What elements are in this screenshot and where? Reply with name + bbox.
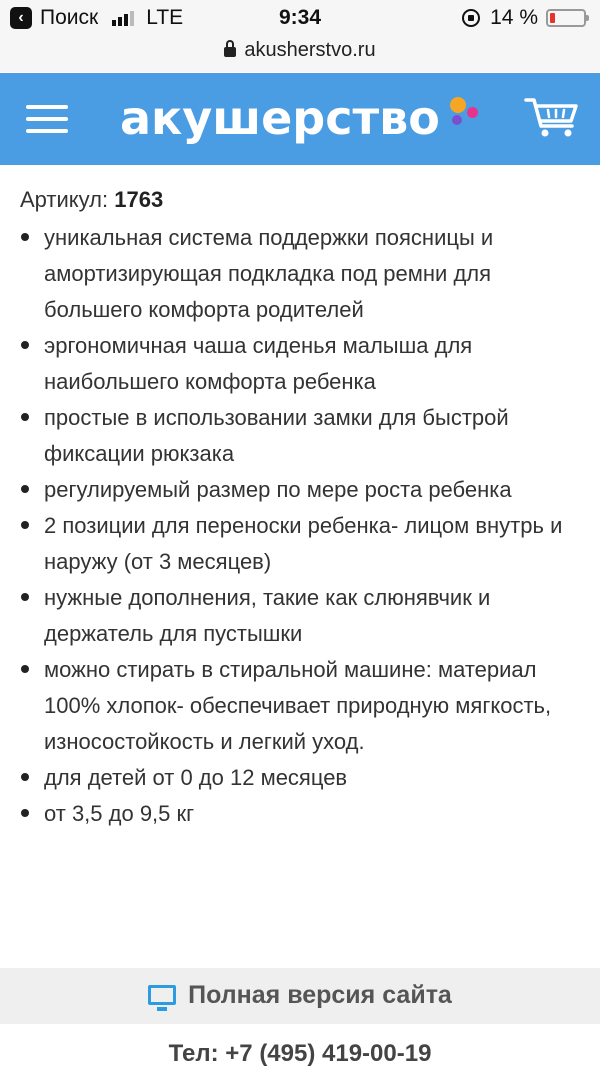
sku-value: 1763	[114, 187, 164, 212]
logo-dots-icon	[448, 95, 488, 135]
monitor-icon	[148, 985, 176, 1005]
network-type: LTE	[146, 6, 184, 29]
battery-percent: 14 %	[490, 6, 538, 29]
bullet-icon	[20, 220, 44, 256]
lock-icon	[224, 47, 236, 57]
bullet-icon	[20, 400, 44, 436]
hamburger-menu-icon[interactable]	[26, 103, 68, 135]
list-item: регулируемый размер по мере роста ребенка	[20, 472, 585, 508]
status-bar	[0, 0, 600, 36]
bullet-icon	[20, 508, 44, 544]
phone-number[interactable]: Тел: +7 (495) 419-00-19	[168, 1040, 432, 1067]
status-right	[462, 6, 586, 30]
sku-label: Артикул:	[20, 187, 109, 212]
list-item: нужные дополнения, такие как слюнявчик и держатель для пустышки	[20, 580, 585, 652]
bullet-icon	[20, 328, 44, 364]
bullet-icon	[20, 472, 44, 508]
list-item: от 3,5 до 9,5 кг	[20, 796, 585, 832]
bullet-icon	[20, 580, 44, 616]
list-item: для детей от 0 до 12 месяцев	[20, 760, 585, 796]
full-version-label[interactable]: Полная версия сайта	[188, 981, 452, 1009]
product-description	[20, 182, 585, 832]
site-header	[0, 73, 600, 165]
signal-icon	[112, 10, 134, 26]
battery-icon	[546, 9, 586, 27]
cart-icon[interactable]	[524, 96, 580, 138]
list-item: простые в использовании замки для быстрой фиксации рюкзака	[20, 400, 585, 472]
bullet-icon	[20, 796, 44, 832]
list-item: 2 позиции для переноски ребенка- лицом внутрь и наружу (от 3 месяцев)	[20, 508, 585, 580]
back-label[interactable]: Поиск	[40, 6, 99, 29]
bullet-icon	[20, 652, 44, 688]
site-logo[interactable]: акушерство	[120, 91, 440, 145]
rotation-lock-icon	[462, 9, 480, 27]
full-version-link[interactable]	[0, 968, 600, 1024]
url-domain[interactable]: akusherstvo.ru	[244, 39, 376, 61]
back-chevron-icon[interactable]: ‹	[10, 7, 32, 29]
list-item: эргономичная чаша сиденья малыша для наибольшего комфорта ребенка	[20, 328, 585, 400]
bullet-icon	[20, 760, 44, 796]
sku-line	[20, 182, 585, 218]
list-item: уникальная система поддержки поясницы и амортизирующая подкладка под ремни для большего комфорта родителей	[20, 220, 585, 328]
url-bar[interactable]	[0, 36, 600, 72]
feature-list	[20, 220, 585, 832]
status-left	[10, 6, 183, 30]
list-item: можно стирать в стиральной машине: материал 100% хлопок- обеспечивает природную мягкость, износостойкость и легкий уход.	[20, 652, 585, 760]
status-time: 9:34	[278, 6, 322, 29]
